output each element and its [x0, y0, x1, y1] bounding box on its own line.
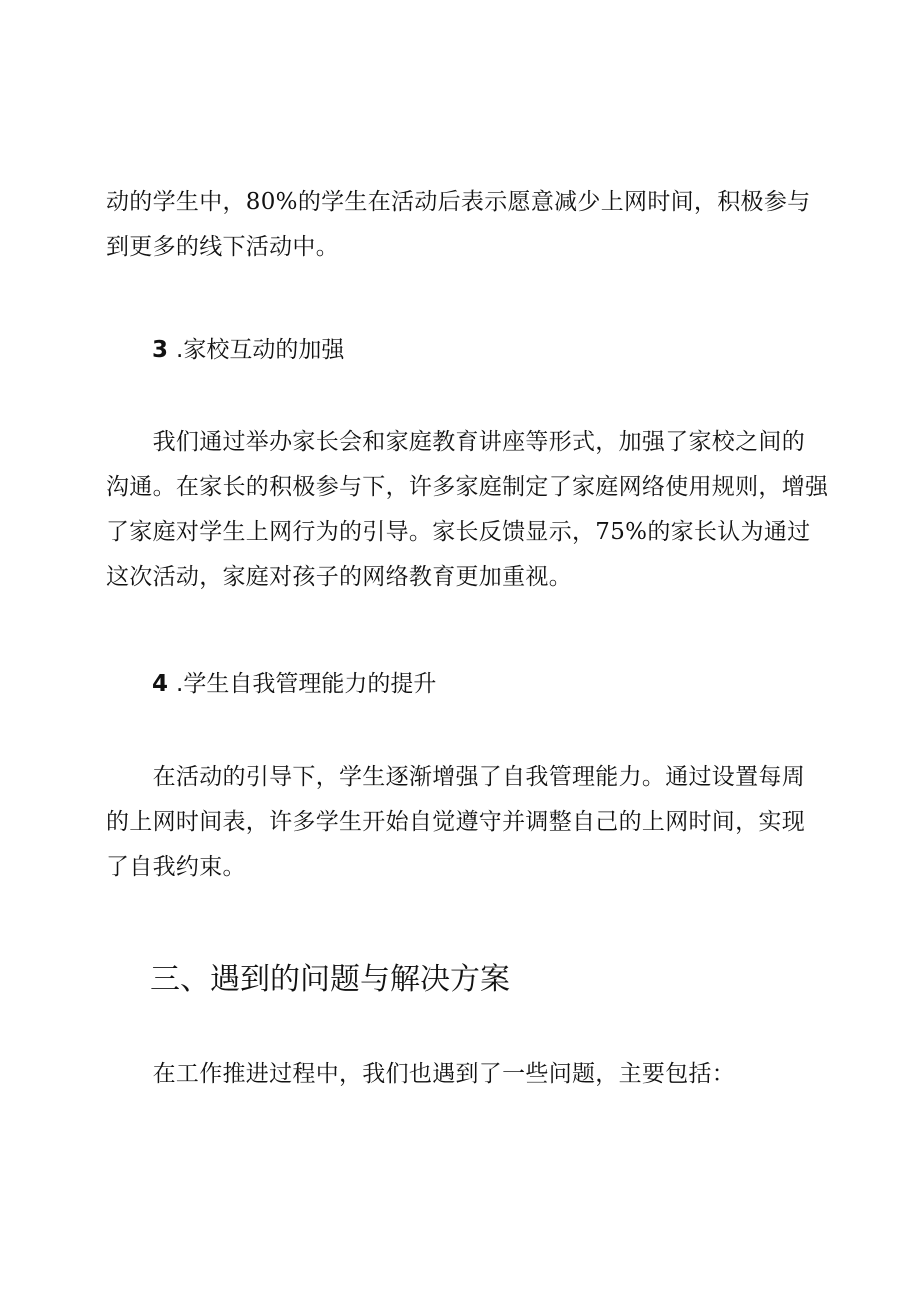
subsection-heading-4: [152, 668, 436, 700]
paragraph-line: 沟通。在家长的积极参与下，许多家庭制定了家庭网络使用规则，增强: [106, 474, 829, 500]
paragraph-line: 这次活动，家庭对孩子的网络教育更加重视。: [106, 564, 572, 590]
paragraph-self-management: [106, 755, 806, 890]
subsection-heading-3: [152, 334, 344, 366]
subsection-number: 4: [152, 671, 169, 697]
paragraph-problems-intro: [106, 1052, 806, 1097]
paragraph-line: 动的学生中，80%的学生在活动后表示愿意减少上网时间，积极参与: [106, 189, 811, 215]
paragraph-line: 了自我约束。: [106, 854, 246, 880]
paragraph-continuation: [106, 180, 811, 270]
paragraph-line: 在活动的引导下，学生逐渐增强了自我管理能力。通过设置每周: [106, 764, 805, 790]
paragraph-line: 我们通过举办家长会和家庭教育讲座等形式，加强了家校之间的: [106, 429, 805, 455]
subsection-title: .家校互动的加强: [176, 337, 345, 363]
paragraph-line: 了家庭对学生上网行为的引导。家长反馈显示，75%的家长认为通过: [106, 519, 811, 545]
subsection-title: .学生自我管理能力的提升: [176, 671, 437, 697]
paragraph-line: 在工作推进过程中，我们也遇到了一些问题，主要包括：: [106, 1061, 736, 1087]
section-heading-3: 三、遇到的问题与解决方案: [150, 962, 510, 997]
paragraph-line: 的上网时间表，许多学生开始自觉遵守并调整自己的上网时间，实现: [106, 809, 805, 835]
paragraph-home-school: [106, 420, 829, 600]
subsection-number: 3: [152, 337, 169, 363]
paragraph-line: 到更多的线下活动中。: [106, 234, 339, 260]
